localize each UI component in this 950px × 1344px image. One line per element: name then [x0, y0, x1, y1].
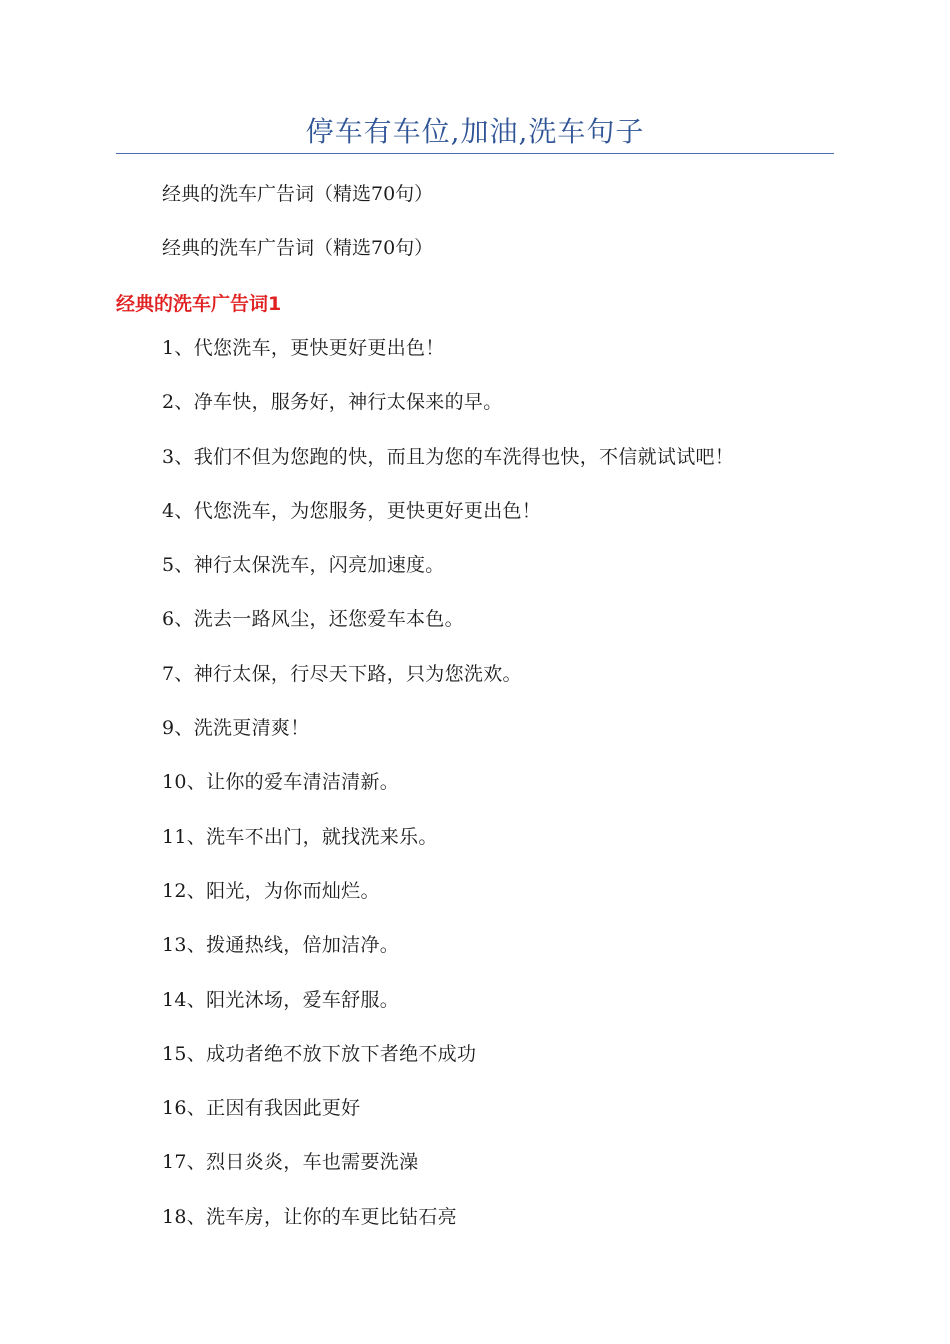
list-item: 7、神行太保，行尽天下路，只为您洗欢。: [162, 662, 522, 685]
list-item: 12、阳光，为你而灿烂。: [162, 879, 380, 902]
list-item: 10、让你的爱车清洁清新。: [162, 771, 400, 794]
section-heading: 经典的洗车广告词1: [116, 293, 282, 315]
list-item: 9、洗洗更清爽！: [162, 717, 310, 740]
list-item: 1、代您洗车，更快更好更出色！: [162, 337, 445, 359]
list-item: 5、神行太保洗车，闪亮加速度。: [162, 554, 445, 577]
list-item: 16、正因有我因此更好: [162, 1097, 361, 1120]
slogan-list: [162, 334, 734, 1257]
list-item: 11、洗车不出门，就找洗来乐。: [162, 825, 438, 848]
list-item: 3、我们不但为您跑的快，而且为您的车洗得也快，不信就试试吧！: [162, 445, 735, 468]
title-divider: [116, 153, 834, 154]
list-item: 4、代您洗车，为您服务，更快更好更出色！: [162, 499, 542, 522]
list-item: 6、洗去一路风尘，还您爱车本色。: [162, 608, 464, 631]
page-title: 停车有车位,加油,洗车句子: [305, 115, 645, 148]
list-item: 18、洗车房，让你的车更比钻石亮: [162, 1205, 457, 1228]
intro-line: 经典的洗车广告词（精选70句）: [162, 237, 434, 259]
list-item: 13、拨通热线，倍加洁净。: [162, 934, 400, 957]
list-item: 2、净车快，服务好，神行太保来的早。: [162, 391, 503, 414]
list-item: 15、成功者绝不放下放下者绝不成功: [162, 1042, 477, 1065]
list-item: 17、烈日炎炎，车也需要洗澡: [162, 1151, 419, 1174]
list-item: 14、阳光沐场，爱车舒服。: [162, 988, 400, 1011]
intro-line: 经典的洗车广告词（精选70句）: [162, 183, 434, 205]
